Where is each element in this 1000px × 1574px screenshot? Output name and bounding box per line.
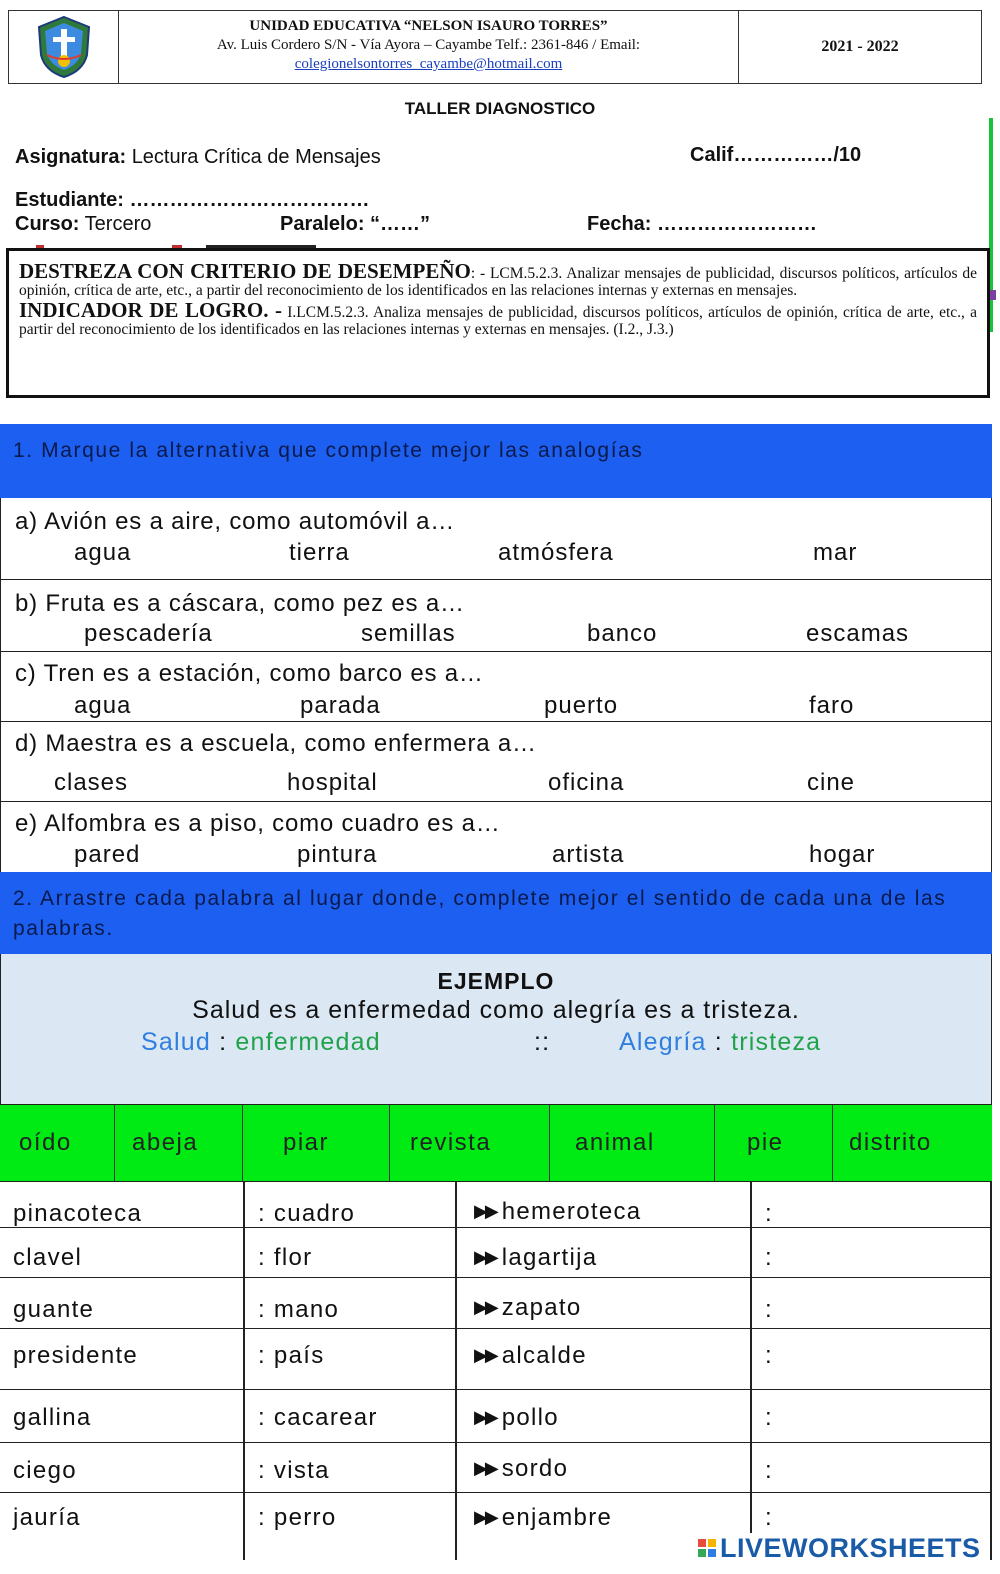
option-d-4[interactable]: cine [807, 769, 856, 796]
question-stem: c) Tren es a estación, como barco es a… [15, 660, 484, 687]
indicador-paragraph [19, 298, 978, 338]
example-term-a1: Salud [141, 1028, 211, 1056]
question-b [0, 580, 992, 652]
term-b: : flor [258, 1244, 313, 1271]
double-arrow-icon: ▶▶ [474, 1345, 496, 1365]
word-bank-item[interactable]: piar [243, 1105, 390, 1181]
answer-drop-zone[interactable]: : [765, 1200, 773, 1227]
double-arrow-icon: ▶▶ [474, 1247, 496, 1267]
option-a-2[interactable]: tierra [289, 539, 350, 566]
table-row [0, 1182, 992, 1228]
option-a-1[interactable]: agua [74, 539, 132, 566]
term-b: : perro [258, 1504, 337, 1531]
competency-box [6, 248, 990, 398]
term-a: guante [13, 1296, 95, 1323]
school-address: Av. Luis Cordero S/N - Vía Ayora – Cayambe Telf.: 2361-846 / Email: [216, 37, 641, 53]
term-c-label: alcalde [501, 1342, 587, 1369]
term-a: presidente [13, 1342, 139, 1369]
course-value: Tercero [84, 213, 152, 235]
example-colon: : [714, 1028, 723, 1056]
term-b: : vista [258, 1457, 330, 1484]
header-table [8, 10, 982, 84]
answer-drop-zone[interactable]: : [765, 1296, 773, 1323]
liveworksheets-logo-icon [698, 1539, 716, 1557]
double-arrow-icon: ▶▶ [474, 1407, 496, 1427]
liveworksheets-brand [694, 1533, 985, 1563]
grade-label: Calif……………/10 [690, 144, 862, 166]
table-row [0, 1329, 992, 1390]
term-c [474, 1404, 559, 1432]
word-bank [0, 1104, 992, 1182]
table-row [0, 1228, 992, 1278]
double-arrow-icon: ▶▶ [474, 1507, 496, 1527]
question-e [0, 802, 992, 872]
question-d [0, 722, 992, 802]
school-email-link[interactable]: colegionelsontorres_cayambe@hotmail.com [294, 56, 563, 72]
liveworksheets-wordmark: LIVEWORKSHEETS [720, 1532, 981, 1563]
table-row [0, 1390, 992, 1443]
option-b-4[interactable]: escamas [806, 620, 910, 647]
term-a: gallina [13, 1404, 92, 1431]
option-e-1[interactable]: pared [74, 841, 141, 868]
student-label: Estudiante: [15, 189, 124, 211]
term-c-label: hemeroteca [501, 1198, 642, 1225]
answer-drop-zone[interactable]: : [765, 1244, 773, 1271]
course-field [15, 213, 151, 236]
subject-line [15, 146, 381, 169]
parallel-field [280, 213, 430, 236]
school-name: UNIDAD EDUCATIVA “NELSON ISAURO TORRES” [249, 18, 608, 34]
margin-mark [990, 290, 996, 300]
term-b: : cuadro [258, 1200, 356, 1227]
school-crest-icon [35, 15, 93, 79]
word-bank-item[interactable]: distrito [849, 1129, 932, 1156]
example-term-a2: Alegría [619, 1028, 707, 1056]
student-field [15, 189, 369, 212]
question-stem: a) Avión es a aire, como automóvil a… [15, 508, 456, 535]
date-blank[interactable]: …………………… [657, 213, 818, 235]
term-a: jauría [13, 1504, 81, 1531]
section1-instruction: 1. Marque la alternativa que complete mejor las analogías [0, 424, 992, 498]
question-c [0, 652, 992, 722]
option-e-3[interactable]: artista [552, 841, 625, 868]
example-colon: : [219, 1028, 228, 1056]
grade-field [690, 144, 861, 167]
double-arrow-icon: ▶▶ [474, 1297, 496, 1317]
example-title: EJEMPLO [437, 968, 555, 994]
logo-cell [9, 11, 119, 83]
answer-drop-zone[interactable]: : [765, 1404, 773, 1431]
school-info [119, 11, 739, 83]
indicador-text: I.LCM.5.2.3. Analiza mensajes de publicidad, discursos políticos, artículos de opinión, crítica de arte, etc., a partir del reconocimiento de los identificados en las relaciones internas y externas en mensajes. (I.2., J.3.) [19, 304, 978, 338]
word-bank-item[interactable]: revista [390, 1105, 550, 1181]
option-d-2[interactable]: hospital [287, 769, 378, 796]
word-bank-item[interactable]: animal [550, 1105, 715, 1181]
term-b: : cacarear [258, 1404, 378, 1431]
parallel-label[interactable]: Paralelo: “……” [280, 213, 431, 235]
option-c-2[interactable]: parada [300, 692, 381, 719]
table-row [0, 1443, 992, 1493]
example-sentence: Salud es a enfermedad como alegría es a tristeza. [192, 996, 800, 1024]
indicador-label: INDICADOR DE LOGRO. - [19, 298, 283, 322]
term-c [474, 1342, 587, 1370]
term-c [474, 1504, 612, 1532]
option-c-3[interactable]: puerto [544, 692, 619, 719]
option-d-3[interactable]: oficina [548, 769, 625, 796]
subject-label: Asignatura: [15, 146, 127, 168]
option-a-3[interactable]: atmósfera [498, 539, 614, 566]
table-row [0, 1278, 992, 1329]
term-b: : país [258, 1342, 325, 1369]
option-a-4[interactable]: mar [813, 539, 858, 566]
section2-instruction: 2. Arrastre cada palabra al lugar donde, complete mejor el sentido de cada una de las palabras. [0, 872, 992, 954]
term-c [474, 1198, 641, 1226]
term-a: ciego [13, 1457, 77, 1484]
term-c-label: enjambre [501, 1504, 613, 1531]
page-title: TALLER DIAGNOSTICO [404, 99, 596, 118]
option-c-1[interactable]: agua [74, 692, 132, 719]
term-c [474, 1455, 568, 1483]
term-c-label: zapato [501, 1294, 582, 1321]
question-stem: b) Fruta es a cáscara, como pez es a… [15, 590, 465, 617]
term-c-label: lagartija [501, 1244, 598, 1271]
option-b-1[interactable]: pescadería [84, 620, 213, 647]
term-a: pinacoteca [13, 1200, 143, 1227]
answer-drop-zone[interactable]: : [765, 1457, 773, 1484]
date-field [587, 213, 817, 236]
term-b: : mano [258, 1296, 340, 1323]
term-c [474, 1244, 597, 1272]
option-b-2[interactable]: semillas [361, 620, 456, 647]
word-bank-item[interactable]: abeja [115, 1105, 243, 1181]
option-d-1[interactable]: clases [54, 769, 129, 796]
term-c-label: pollo [501, 1404, 559, 1431]
question-stem: d) Maestra es a escuela, como enfermera a… [15, 730, 537, 757]
question-stem: e) Alfombra es a piso, como cuadro es a… [15, 810, 501, 837]
example-term-b1: enfermedad [235, 1028, 381, 1056]
term-c [474, 1294, 582, 1322]
option-c-4[interactable]: faro [809, 692, 855, 719]
term-a: clavel [13, 1244, 83, 1271]
word-bank-item[interactable]: pie [715, 1105, 833, 1181]
option-e-4[interactable]: hogar [809, 841, 876, 868]
option-b-3[interactable]: banco [587, 620, 658, 647]
date-label: Fecha: [587, 213, 652, 235]
example-pair-1 [141, 1028, 381, 1057]
option-e-2[interactable]: pintura [297, 841, 378, 868]
destreza-paragraph [19, 259, 977, 299]
word-bank-item[interactable]: oído [0, 1105, 115, 1181]
example-term-b2: tristeza [731, 1028, 822, 1056]
destreza-text: : - LCM.5.2.3. Analizar mensajes de publicidad, discursos políticos, artículos de opinión, crítica de arte, etc., a partir del reconocimiento de los identificados en las relaciones internas y externas en mensajes. [19, 265, 977, 299]
school-year: 2021 - 2022 [821, 38, 899, 55]
term-c-label: sordo [501, 1455, 569, 1482]
example-pair-2 [619, 1028, 821, 1057]
question-a [0, 498, 992, 580]
double-arrow-icon: ▶▶ [474, 1458, 496, 1478]
subject-value: Lectura Crítica de Mensajes [131, 146, 381, 168]
destreza-label: DESTREZA CON CRITERIO DE DESEMPEÑO [19, 259, 471, 283]
double-arrow-icon: ▶▶ [474, 1201, 496, 1221]
student-blank[interactable]: ……………………………… [129, 189, 370, 211]
course-label: Curso: [15, 213, 80, 235]
answer-drop-zone[interactable]: : [765, 1504, 773, 1531]
example-box [0, 954, 992, 1104]
example-separator: :: [534, 1028, 551, 1056]
answer-drop-zone[interactable]: : [765, 1342, 773, 1369]
